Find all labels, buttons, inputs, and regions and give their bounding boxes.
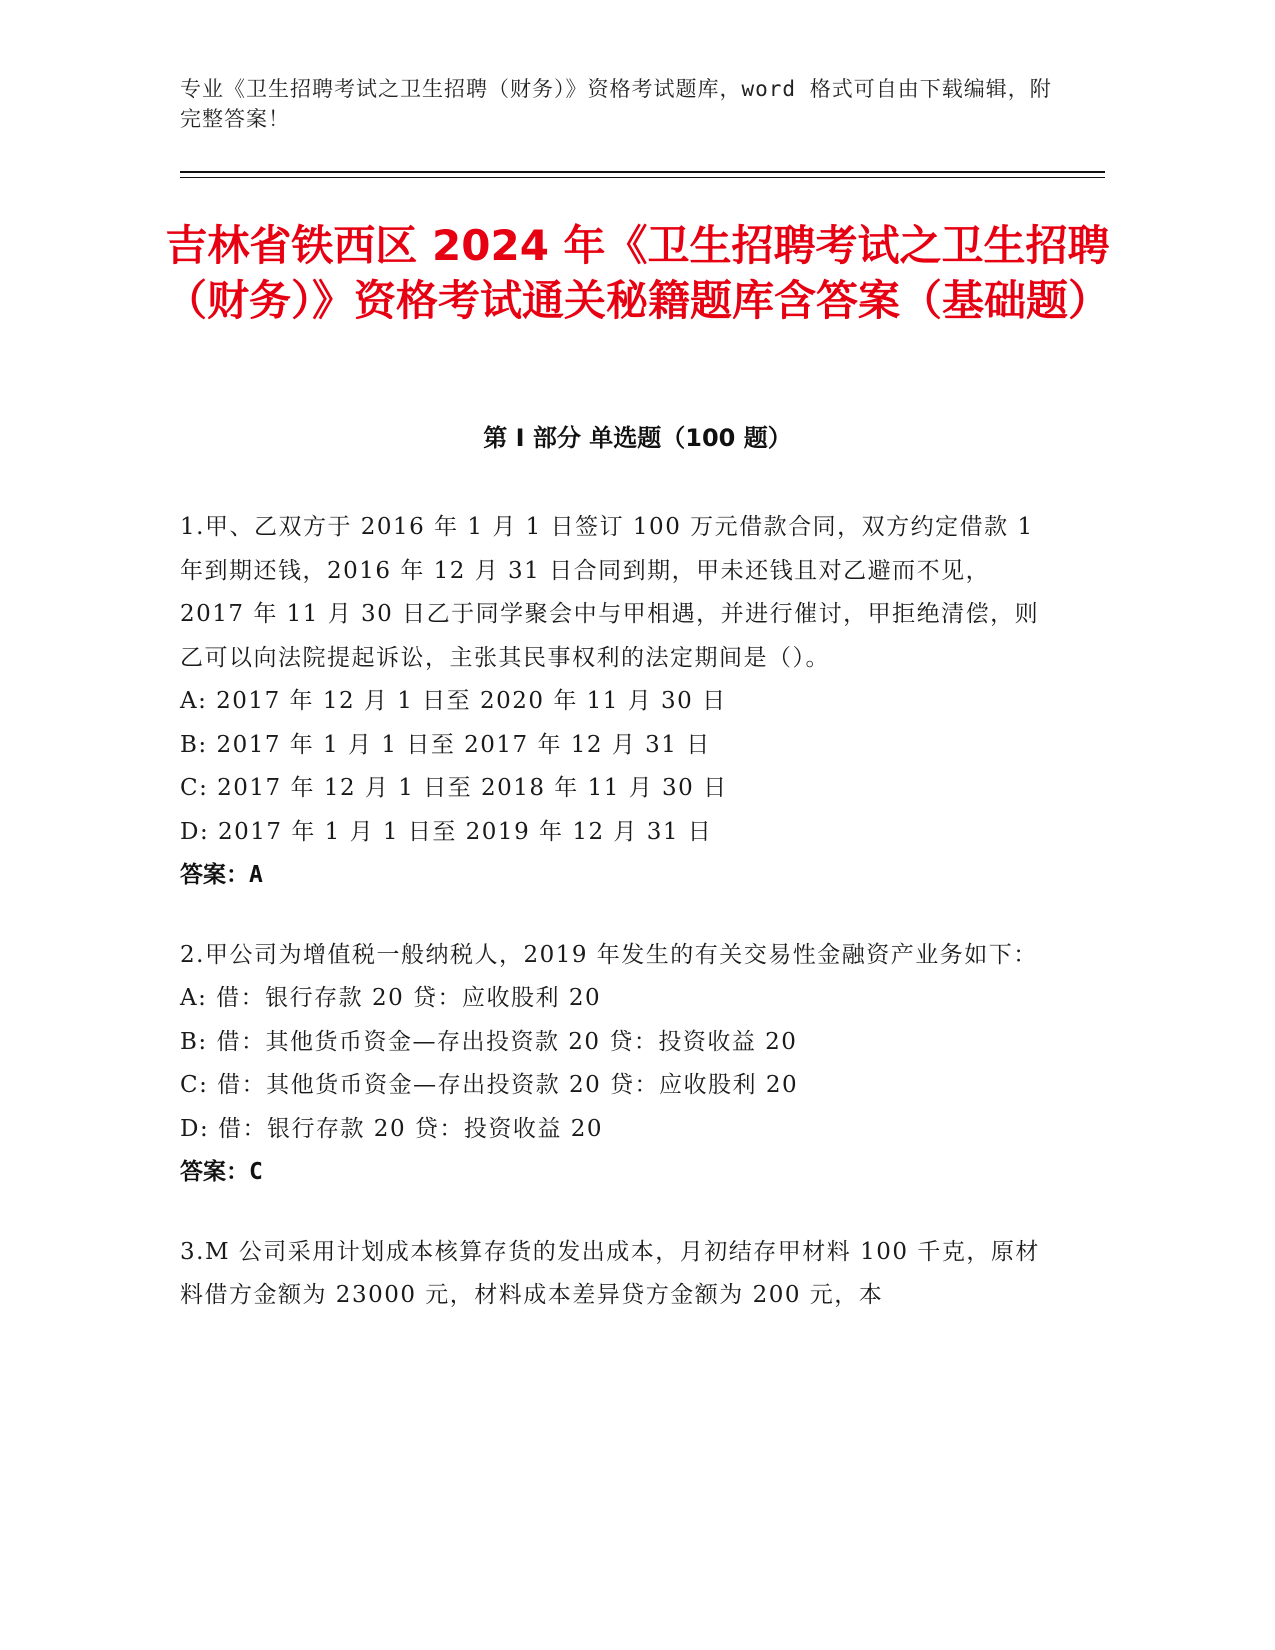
answer-line: 答案：A [180,862,263,888]
header-divider-thin [180,177,1105,178]
option-c: C: 2017 年 12 月 1 日至 2018 年 11 月 30 日 [180,775,728,801]
question-3 [180,1231,1040,1318]
question-stem: 3.M 公司采用计划成本核算存货的发出成本，月初结存甲材料 100 千克，原材料借方金额为 23000 元，材料成本差异贷方金额为 200 元，本 [180,1238,1040,1308]
option-b: B: 2017 年 1 月 1 日至 2017 年 12 月 31 日 [180,731,711,758]
header-divider-thick [180,171,1105,173]
section-title: 第 I 部分 单选题（100 题） [483,424,792,452]
option-c: C: 借：其他货币资金—存出投资款 20 贷：应收股利 20 [180,1072,799,1098]
option-a: A: 2017 年 12 月 1 日至 2020 年 11 月 30 日 [180,688,727,714]
question-stem: 2.甲公司为增值税一般纳税人，2019 年发生的有关交易性金融资产业务如下： [180,941,1038,968]
answer-line: 答案：C [180,1159,263,1185]
document-title: 吉林省铁西区 2024 年《卫生招聘考试之卫生招聘（财务）》资格考试通关秘籍题库含答案（基础题） [164,221,1110,325]
question-2 [180,934,1040,1195]
option-d: D: 2017 年 1 月 1 日至 2019 年 12 月 31 日 [180,818,713,845]
option-d: D: 借：银行存款 20 贷：投资收益 20 [180,1115,603,1142]
option-b: B: 借：其他货币资金—存出投资款 20 贷：投资收益 20 [180,1028,798,1055]
question-list [180,506,1040,1354]
header-note: 专业《卫生招聘考试之卫生招聘（财务）》资格考试题库，word 格式可自由下载编辑，附完整答案！ [180,77,1052,131]
question-stem: 1.甲、乙双方于 2016 年 1 月 1 日签订 100 万元借款合同，双方约定借款 1 年到期还钱，2016 年 12 月 31 日合同到期，甲未还钱且对乙避而不见，2017 年 11 月 30 日乙于同学聚会中与甲相遇，并进行催讨，甲拒绝清偿，则乙可以向法院提起诉讼，主张其民事权利的法定期间是（）。 [180,514,1040,671]
option-a: A: 借：银行存款 20 贷：应收股利 20 [180,985,602,1011]
question-1 [180,506,1040,898]
